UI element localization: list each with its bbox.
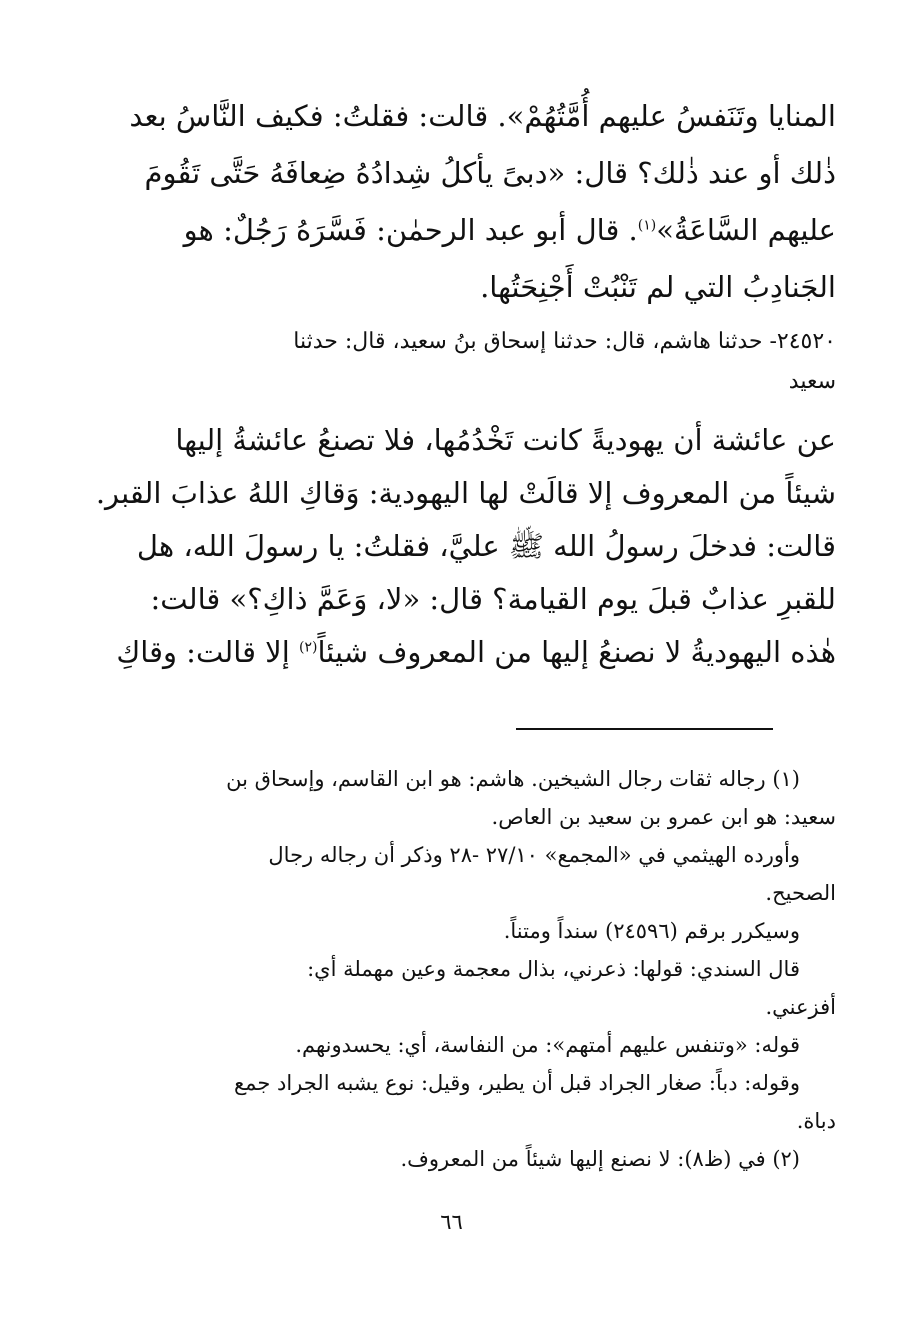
footnote-2: (٢) في (ظ٨): لا نصنع إليها شيئاً من المعروف. bbox=[400, 1147, 800, 1171]
text-segment: إلا قالت: وقاكِ bbox=[116, 635, 299, 669]
footnote-line: وقوله: دباً: صغار الجراد قبل أن يطير، وقيل: نوع يشبه الجراد جمع bbox=[234, 1071, 800, 1095]
footnote-line: أفزعني. bbox=[765, 995, 836, 1019]
text-line: عن عائشة أن يهوديةً كانت تَخْدُمُها، فلا تصنعُ عائشةُ إليها bbox=[175, 423, 836, 457]
text-line: الجَنادِبُ التي لم تَنْبُتْ أَجْنِحَتُها. bbox=[480, 270, 836, 304]
text-line bbox=[78, 626, 836, 679]
text-segment: عليهم السَّاعَةُ» bbox=[656, 213, 836, 247]
footnote-marker-1[interactable]: (١) bbox=[637, 217, 657, 234]
footnote-line: دباة. bbox=[796, 1109, 836, 1133]
text-line: شيئاً من المعروف إلا قالَتْ لها اليهودية: وَقاكِ اللهُ عذابَ القبر. bbox=[95, 476, 836, 510]
main-paragraph-2 bbox=[78, 414, 836, 679]
main-paragraph-1 bbox=[78, 88, 836, 316]
text-line bbox=[78, 202, 836, 259]
page-number: ٦٦ bbox=[440, 1210, 463, 1234]
text-line: سعيد bbox=[788, 369, 836, 394]
text-line: ٢٤٥٢٠- حدثنا هاشم، قال: حدثنا إسحاق بنُ سعيد، قال: حدثنا bbox=[293, 329, 836, 354]
footnote-1: (١) رجاله ثقات رجال الشيخين. هاشم: هو ابن القاسم، وإسحاق بن bbox=[226, 767, 800, 791]
footnote-line: قال السندي: قولها: ذعرني، بذال معجمة وعين مهملة أي: bbox=[307, 957, 800, 981]
footnote-line: وسيكرر برقم (٢٤٥٩٦) سنداً ومتناً. bbox=[503, 919, 800, 943]
footnote-line: وأورده الهيثمي في «المجمع» ٢٧/١٠ -٢٨ وذكر أن رجاله رجال bbox=[268, 843, 800, 867]
text-line: ذٰلك أو عند ذٰلك؟ قال: «دبىً يأكلُ شِدادُهُ ضِعافَهُ حَتَّى تَقُومَ bbox=[144, 156, 836, 190]
text-line: المنايا وتَنَفسُ عليهم أُمَّتُهُمْ». قالت: فقلتُ: فكيف النَّاسُ بعد bbox=[129, 99, 836, 133]
footnotes-section bbox=[78, 760, 836, 1178]
footnote-line: قوله: «وتنفس عليهم أمتهم»: من النفاسة، أي: يحسدونهم. bbox=[295, 1033, 800, 1057]
footnote-line: سعيد: هو ابن عمرو بن سعيد بن العاص. bbox=[491, 805, 836, 829]
text-line: للقبرِ عذابٌ قبلَ يوم القيامة؟ قال: «لا، وَعَمَّ ذاكِ؟» قالت: bbox=[150, 582, 836, 616]
hadith-isnad bbox=[78, 322, 836, 402]
text-segment: هٰذه اليهوديةُ لا نصنعُ إليها من المعروف شيئاً bbox=[317, 635, 836, 669]
footnote-marker-2[interactable]: (٢) bbox=[299, 639, 318, 656]
footnote-separator bbox=[516, 728, 773, 730]
text-segment: . قال أبو عبد الرحمٰن: فَسَّرَهُ رَجُلٌ: هو bbox=[183, 213, 638, 247]
footnote-line: الصحيح. bbox=[765, 881, 836, 905]
text-line: قالت: فدخلَ رسولُ الله ﷺ عليَّ، فقلتُ: يا رسولَ الله، هل bbox=[136, 529, 836, 563]
